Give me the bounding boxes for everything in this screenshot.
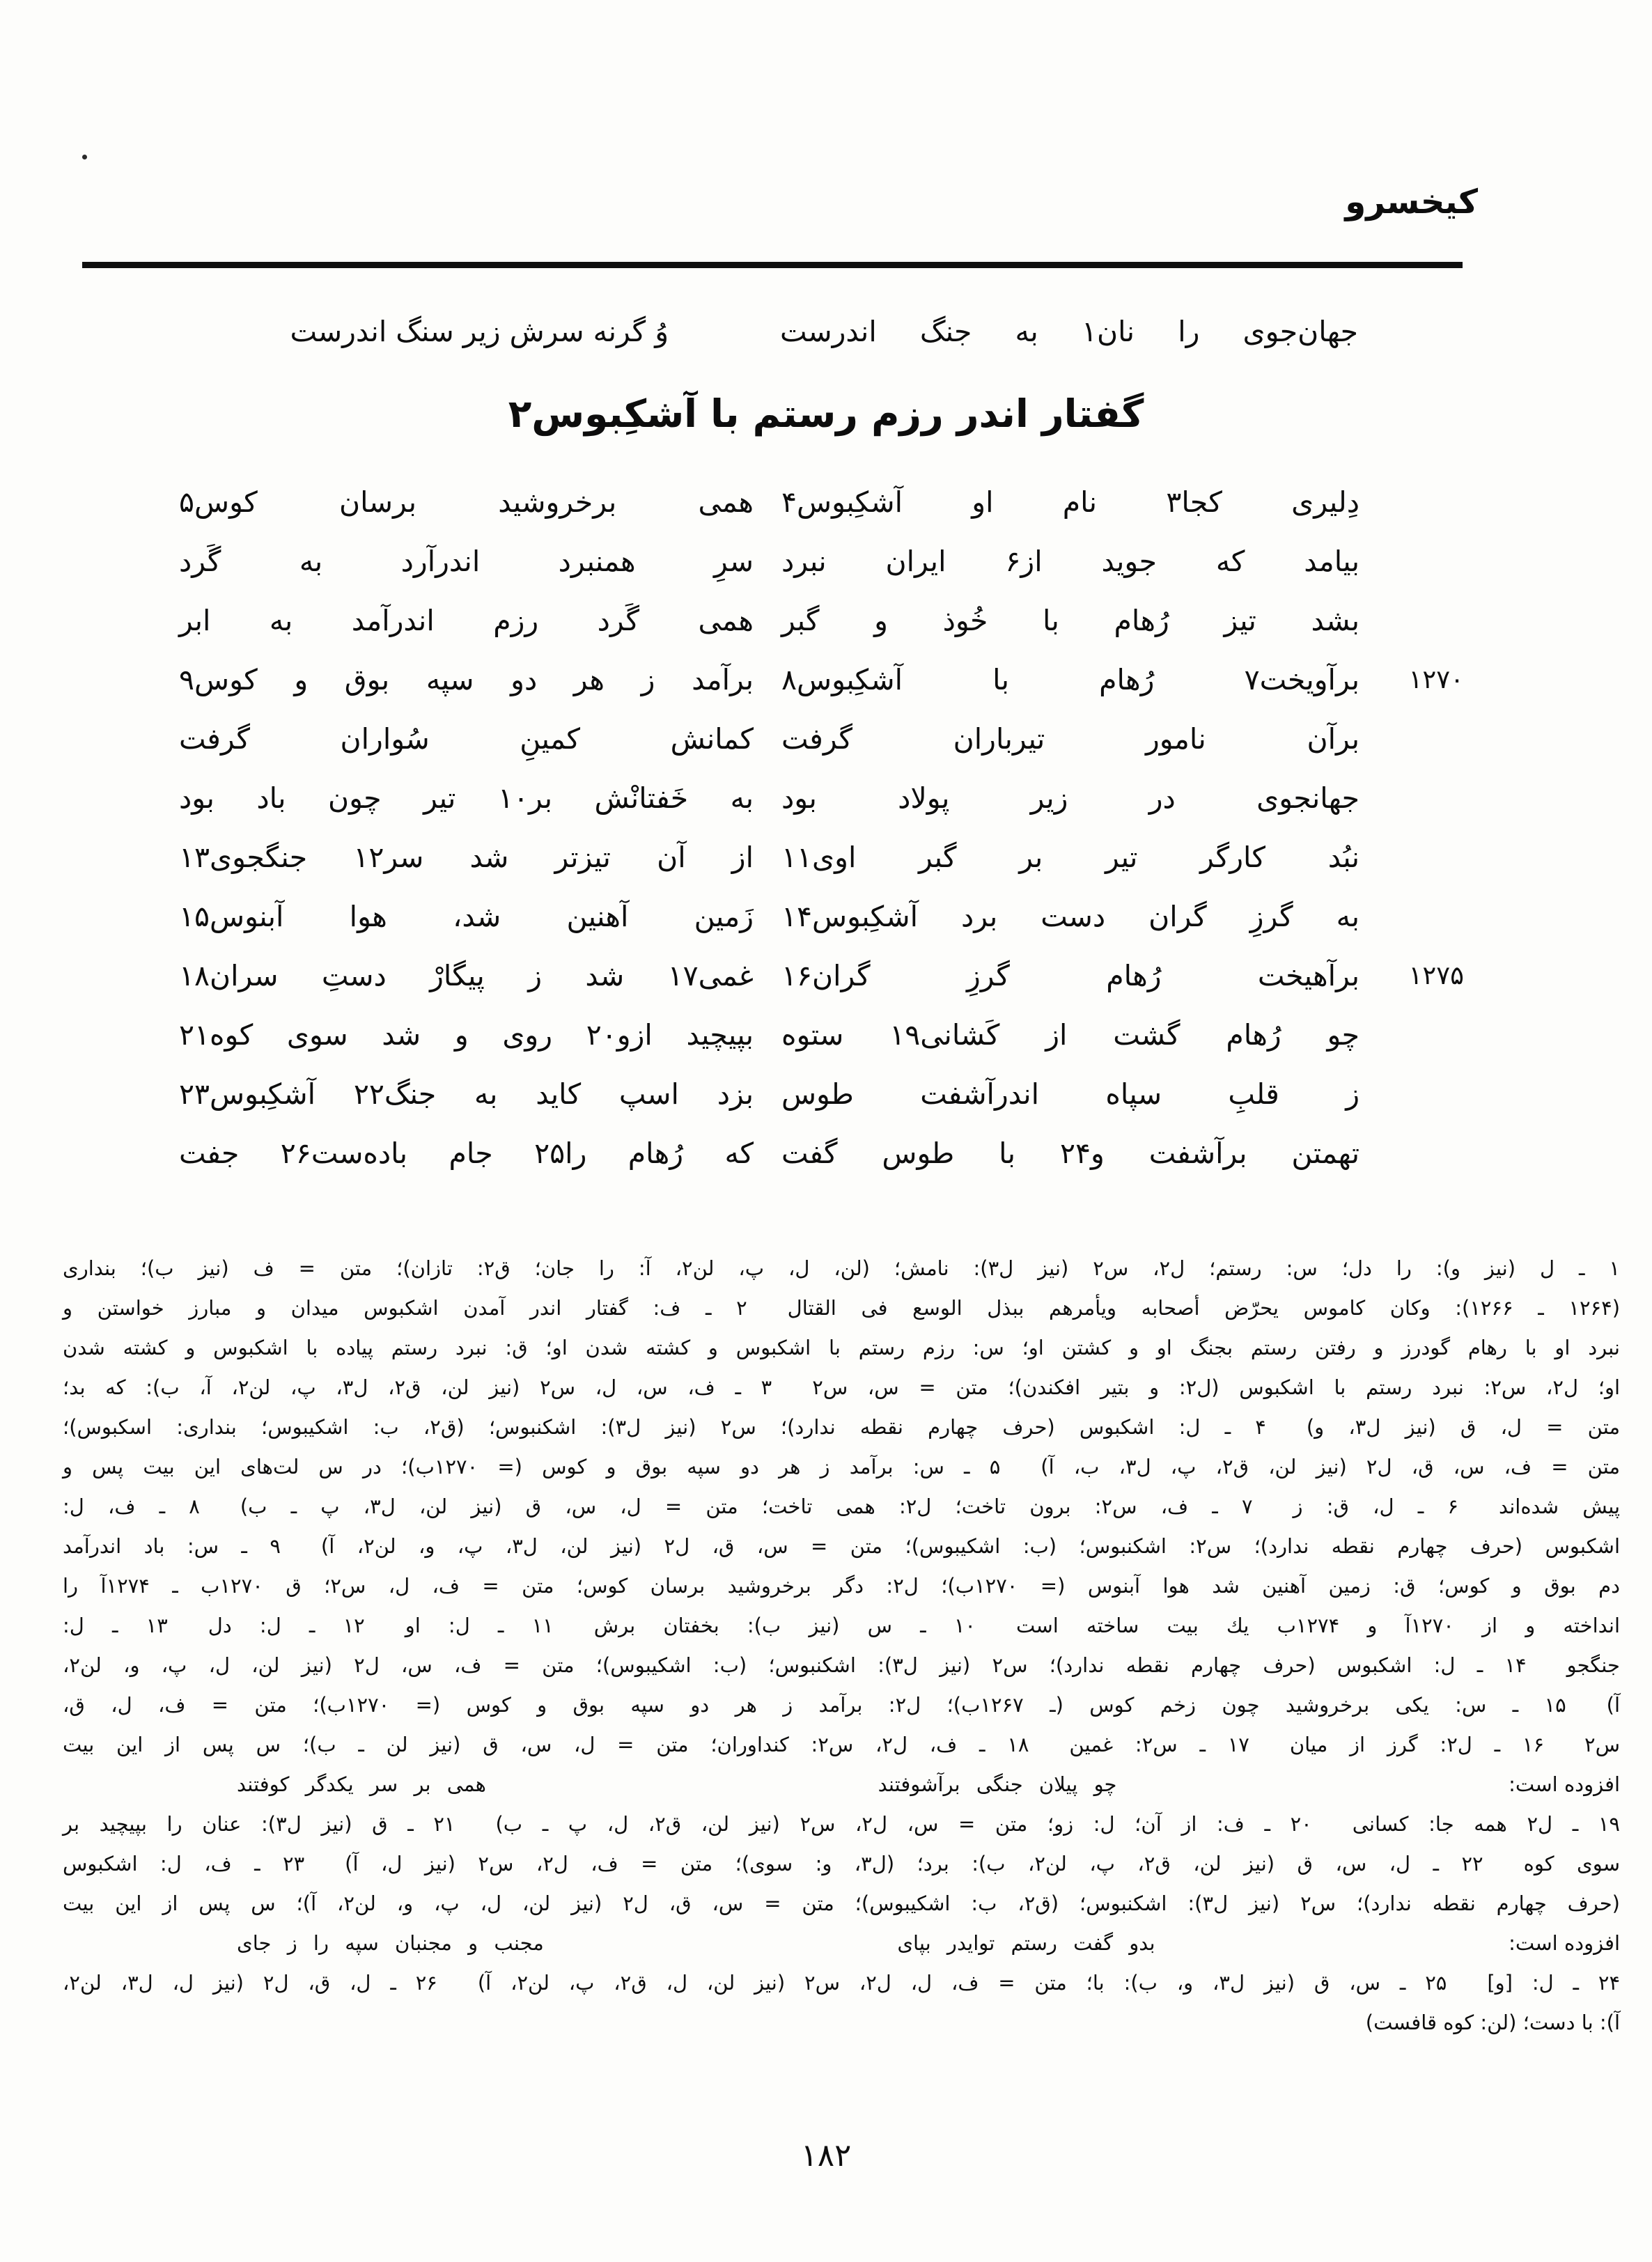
footnote-verse-hemistich-right: چو پیلان جنگی برآشوفتند bbox=[878, 1772, 1117, 1796]
hemistich-left: که رُهام را۲۵ جام باده‌ست۲۶ جفت bbox=[179, 1136, 754, 1170]
poem-couplet bbox=[179, 531, 1464, 591]
hemistich-left: سرِ همنبرد اندرآرد به گَرد bbox=[179, 544, 754, 578]
verse-number: ۱۲۷۰ bbox=[1408, 664, 1464, 694]
hemistich-right: به گرزِ گران دست برد آشکِبوس۱۴ bbox=[781, 899, 1359, 933]
page-number: ۱۸۲ bbox=[800, 2137, 852, 2174]
footnote-verse-label: افزوده است: bbox=[1509, 1931, 1620, 1955]
hemistich-right: برآن نامور تیرباران گرفت bbox=[781, 722, 1359, 756]
footnote-added-verse bbox=[63, 1765, 1620, 1804]
hemistich-right: دِلیری کجا۳ نام او آشکِبوس۴ bbox=[781, 485, 1359, 519]
hemistich-left: غمی۱۷ شد ز پیگارْ دستِ سران۱۸ bbox=[179, 958, 754, 992]
footnote-line: آ): با دست؛ (لن: كوه قافست) bbox=[1365, 2011, 1620, 2034]
hemistich-left: از آن تیزتر شد سر۱۲ جنگجوی۱۳ bbox=[179, 840, 754, 874]
footnote-line: نبرد او با رهام گودرز و رفتن رستم بجنگ او و كشتن او؛ س: رزم رستم با اشكبوس و كشته شدن او؛ ق: نبرد رستم پیاده با اشكبوس و كشته شدن bbox=[63, 1336, 1620, 1359]
footnotes-block bbox=[63, 1249, 1620, 2043]
hemistich-left: زَمین آهنین شد، هوا آبنوس۱۵ bbox=[179, 899, 754, 933]
footnote-line: متن = ل، ق (نیز ل۳، و) ۴ ـ ل: اشكبوس (حرف چهارم نقطه ندارد)؛ س۲ (نیز ل۳): اشكنبوس؛ (ق۲، ب: اشكیبوس؛ بنداری: اسكبوس)؛ bbox=[63, 1415, 1621, 1439]
poem-couplet bbox=[179, 827, 1464, 887]
opening-couplet bbox=[178, 315, 1358, 348]
footnote-added-verse bbox=[63, 1924, 1620, 1963]
footnote-line: او؛ ل۲، س۲: نبرد رستم با اشكبوس (ل۲: و بتیر افكندن)؛ متن = س، س۲ ۳ ـ ف، س، ل، س۲ (نیز لن، ق۲، ل۳، پ، لن۲، آ، ب): كه بد؛ bbox=[63, 1375, 1621, 1399]
running-header-title: کیخسرو bbox=[1345, 182, 1478, 221]
poem-couplet bbox=[179, 591, 1464, 650]
footnote-verse-hemistich-left: همی بر سر یكدگر كوفتند bbox=[237, 1772, 486, 1796]
footnote-line: پیش شده‌اند ۶ ـ ل، ق: ز ۷ ـ ف، س۲: برون تاخت؛ ل۲: همی تاخت؛ متن = ل، س، ق (نیز لن، ل۳، پ ـ ب) ۸ ـ ف، ل: bbox=[63, 1495, 1621, 1518]
hemistich-left: همی گَرد رزم اندرآمد به ابر bbox=[179, 603, 754, 637]
hemistich-right: بشد تیز رُهام با خُوذ و گبر bbox=[781, 603, 1359, 637]
poem-couplet bbox=[179, 887, 1464, 946]
hemistich-left: همی برخروشید برسان کوس۵ bbox=[179, 485, 754, 519]
footnote-verse-label: افزوده است: bbox=[1509, 1772, 1620, 1796]
footnote-line: (۱۲۶۴ ـ ۱۲۶۶): وكان كاموس يحرّض أصحابه ويأمرهم ببذل الوسع فی القتال ۲ ـ ف: گفتار اندر آمدن اشكبوس میدان و مبارز خواستن و bbox=[63, 1296, 1621, 1320]
footnote-line: دم بوق و كوس؛ ق: زمین آهنین شد هوا آبنوس (= ۱۲۷۰ب)؛ ل۲: دگر برخروشید برسان كوس؛ متن = ف، ل، س۲؛ ق ۱۲۷۰ب ـ ۱۲۷۴آ را bbox=[63, 1574, 1621, 1598]
hemistich-right: تهمتن برآشفت و۲۴ با طوس گفت bbox=[781, 1136, 1359, 1170]
hemistich-right: برآویخت۷ رُهام با آشکِبوس۸ bbox=[781, 662, 1359, 696]
hemistich-right: ز قلبِ سپاه اندرآشفت طوس bbox=[781, 1077, 1359, 1111]
hemistich-right: بیامد که جوید از۶ ایران نبرد bbox=[781, 544, 1359, 578]
footnote-line: جنگجو ۱۴ ـ ل: اشكبوس (حرف چهارم نقطه ندارد)؛ س۲ (نیز ل۳): اشكنبوس؛ (ب: اشكیبوس)؛ متن = ف، س، ل۲ (نیز لن، ل، پ، و، لن۲، bbox=[63, 1653, 1620, 1677]
hemistich-left: بپیچید ازو۲۰ روی و شد سوی کوه۲۱ bbox=[179, 1017, 754, 1052]
footnote-line: اشكبوس (حرف چهارم نقطه ندارد)؛ س۲: اشكنبوس؛ (ب: اشكیبوس)؛ متن = س، ق، ل۲ (نیز لن، ل۳، پ، و، لن۲، آ) ۹ ـ س: باد اندرآمد bbox=[63, 1534, 1621, 1558]
hemistich-right: برآهیخت رُهام گرزِ گران۱۶ bbox=[781, 958, 1359, 992]
print-speck bbox=[82, 155, 87, 159]
verse-number: ۱۲۷۵ bbox=[1408, 960, 1464, 990]
hemistich-left: برآمد ز هر دو سپه بوق و کوس۹ bbox=[179, 662, 754, 696]
footnote-line: انداخته و از ۱۲۷۰آ و ۱۲۷۴ب یك بیت ساخته است ۱۰ ـ س (نیز ب): بخفتان برش ۱۱ ـ ل: او ۱۲ ـ ل: دل ۱۳ ـ ل: bbox=[63, 1614, 1621, 1637]
header-rule bbox=[82, 262, 1463, 268]
poem-couplet bbox=[179, 1064, 1464, 1123]
hemistich-left: به خَفتانْش بر۱۰ تیر چون باد بود bbox=[179, 781, 754, 815]
footnote-line: ۱۹ ـ ل۲ همه جا: كسانی ۲۰ ـ ف: از آن؛ ل: زو؛ متن = س، ل۲، س۲ (نیز لن، ق۲، ل، پ ـ ب) ۲۱ ـ ق (نیز ل۳): عنان را بپیچید بر bbox=[63, 1812, 1620, 1836]
footnote-line: س۲ ۱۶ ـ ل۲: گرز از میان ۱۷ ـ س۲: غمین ۱۸ ـ ف، ل۲، س۲: كنداوران؛ متن = ل، س، ق (نیز لن ـ ب)؛ س پس از این بیت bbox=[63, 1733, 1621, 1756]
opening-hemistich-left: وُ گرنه سرش زیر سنگ اندرست bbox=[290, 315, 669, 348]
poem-couplet bbox=[179, 1005, 1464, 1064]
hemistich-left: کمانش کمینِ سُواران گرفت bbox=[179, 722, 754, 756]
footnote-verse-hemistich-right: بدو گفت رستم توایدر بپای bbox=[897, 1931, 1155, 1955]
hemistich-right: نبُد کارگر تیر بر گبر اوی۱۱ bbox=[781, 840, 1359, 874]
poem-couplet bbox=[179, 709, 1464, 768]
footnote-line: سوی كوه ۲۲ ـ ل، س، ق (نیز لن، ق۲، پ، لن۲، ب): برد؛ (ل۳، و: سوی)؛ متن = ف، ل۲، س۲ (نیز ل، آ) ۲۳ ـ ف، ل: اشكبوس bbox=[63, 1852, 1621, 1875]
poem-couplet bbox=[179, 472, 1464, 531]
footnote-verse-hemistich-left: مجنب و مجنبان سپه را ز جای bbox=[237, 1931, 544, 1955]
footnote-line: ۲۴ ـ ل: [و] ۲۵ ـ س، ق (نیز ل۳، و، ب): با؛ متن = ف، ل، ل۲، س۲ (نیز لن، ل، ق۲، پ، لن۲، آ) ۲۶ ـ ل، ق، ل۲ (نیز ل، ل۳، لن۲، bbox=[63, 1971, 1621, 1995]
hemistich-left: بزد اسپ کاید به جنگ۲۲ آشکِبوس۲۳ bbox=[179, 1077, 754, 1111]
poem-couplet bbox=[179, 768, 1464, 827]
poem-couplet bbox=[179, 650, 1464, 709]
hemistich-right: چو رُهام گشت از کَشانی۱۹ ستوه bbox=[781, 1017, 1360, 1052]
footnote-line: آ) ۱۵ ـ س: یكی برخروشید چون زخم كوس (ـ ۱۲۶۷ب)؛ ل۲: برآمد ز هر دو سپه بوق و كوس (= ۱۲۷۰ب)؛ متن = ف، ل، ق، bbox=[63, 1693, 1621, 1717]
footnote-line: ۱ ـ ل (نیز و): را دل؛ س: رستم؛ ل۲، س۲ (نیز ل۳): نامش؛ (لن، ل، پ، لن۲، آ: را جان؛ ق۲: تازان)؛ متن = ف (نیز ب)؛ بنداری bbox=[63, 1256, 1620, 1280]
hemistich-right: جهانجوی در زیر پولاد بود bbox=[781, 781, 1359, 815]
footnote-line: متن = ف، س، ق، ل۲ (نیز لن، ق۲، پ، ل۳، ب، آ) ۵ ـ س: برآمد ز هر دو سپه بوق و كوس (= ۱۲۷۰ب)؛ در س لت‌های این بیت پس و bbox=[63, 1455, 1620, 1479]
poem-couplet bbox=[179, 1123, 1464, 1183]
poem-couplet bbox=[179, 946, 1464, 1005]
poem-block bbox=[179, 472, 1464, 1183]
opening-hemistich-right: جهان‌جوی را نان۱ به جنگ اندرست bbox=[780, 315, 1358, 348]
footnote-line: (حرف چهارم نقطه ندارد)؛ س۲ (نیز ل۳): اشكنبوس؛ (ق۲، ب: اشكیبوس)؛ متن = س، ق، ل۲ (نیز لن، ل، پ، و، لن۲، آ)؛ س پس از این بیت bbox=[63, 1892, 1620, 1915]
section-title: گفتار اندر رزم رستم با آشکِبوس۲ bbox=[508, 391, 1144, 436]
